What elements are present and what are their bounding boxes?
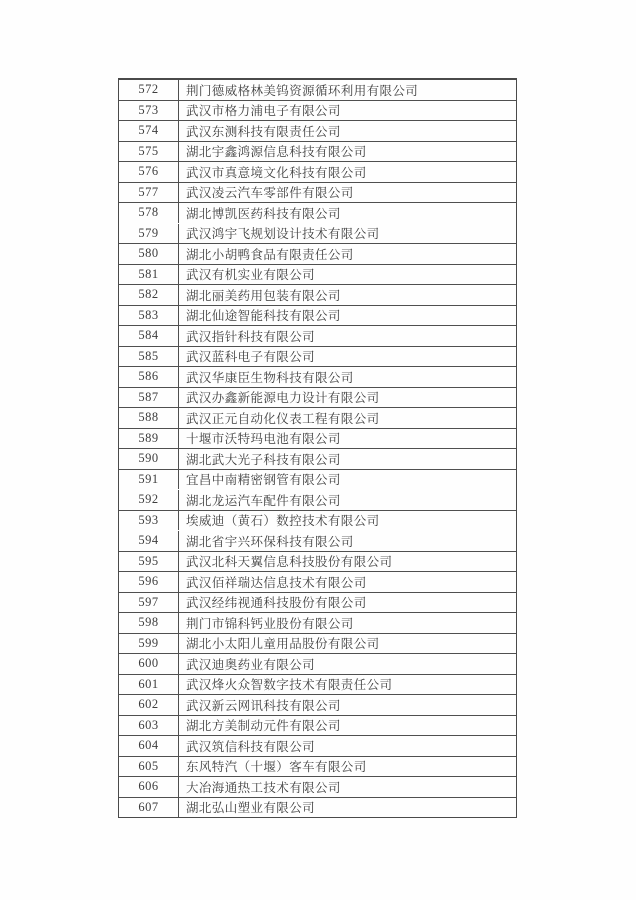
table-row: [119, 552, 516, 573]
table-row: [119, 757, 516, 778]
row-number: 586: [119, 367, 179, 387]
table-row: [119, 121, 516, 142]
company-name: 大冶海通热工技术有限公司: [186, 780, 341, 795]
table-row: [119, 777, 516, 798]
row-number: 584: [119, 326, 179, 346]
row-number: 582: [119, 285, 179, 305]
row-number: 580: [119, 244, 179, 264]
row-number: 579: [119, 224, 179, 244]
row-number: 589: [119, 429, 179, 449]
company-name: 武汉东测科技有限责任公司: [186, 124, 341, 139]
table-row: [119, 265, 516, 286]
row-number: 599: [119, 634, 179, 654]
company-name: 湖北小太阳儿童用品股份有限公司: [186, 637, 380, 652]
table-row: [119, 634, 516, 655]
company-name: 湖北龙运汽车配件有限公司: [186, 493, 341, 508]
company-name: 埃威迪（黄石）数控技术有限公司: [186, 514, 380, 529]
row-number: 590: [119, 449, 179, 469]
table-row: [119, 101, 516, 122]
row-number: 597: [119, 593, 179, 613]
company-name: 武汉鸿宇飞规划设计技术有限公司: [186, 227, 380, 242]
company-name: 武汉有机实业有限公司: [186, 268, 316, 283]
company-name: 湖北方美制动元件有限公司: [186, 719, 341, 734]
row-number: 607: [119, 798, 179, 818]
company-name: 武汉烽火众智数字技术有限责任公司: [186, 678, 393, 693]
row-number: 583: [119, 306, 179, 326]
company-name: 东风特汽（十堰）客车有限公司: [186, 760, 367, 775]
table-row: [119, 449, 516, 470]
row-number: 594: [119, 531, 179, 551]
company-name: 武汉市格力浦电子有限公司: [186, 104, 341, 119]
table-row: [119, 80, 516, 101]
table-row: [119, 531, 516, 552]
table-row: [119, 326, 516, 347]
table-row: [119, 162, 516, 183]
row-number: 577: [119, 183, 179, 203]
company-name: 湖北丽美药用包装有限公司: [186, 288, 341, 303]
table-row: [119, 285, 516, 306]
table-row: [119, 490, 516, 511]
table-row: [119, 244, 516, 265]
table-row: [119, 203, 516, 224]
row-number: 606: [119, 777, 179, 797]
table-row: [119, 695, 516, 716]
table-row: [119, 511, 516, 532]
table-row: [119, 716, 516, 737]
company-name: 武汉凌云汽车零部件有限公司: [186, 186, 354, 201]
company-name: 湖北仙途智能科技有限公司: [186, 309, 341, 324]
row-number: 588: [119, 408, 179, 428]
table-row: [119, 183, 516, 204]
row-number: 592: [119, 490, 179, 510]
table-row: [119, 306, 516, 327]
table-row: [119, 347, 516, 368]
row-number: 591: [119, 470, 179, 490]
row-number: 587: [119, 388, 179, 408]
company-name: 湖北武大光子科技有限公司: [186, 452, 341, 467]
table-row: [119, 470, 516, 491]
row-number: 572: [119, 80, 179, 100]
company-name: 宜昌中南精密钢管有限公司: [186, 473, 341, 488]
table-row: [119, 367, 516, 388]
company-name: 荆门德威格林美钨资源循环利用有限公司: [186, 83, 419, 98]
company-name: 湖北弘山塑业有限公司: [186, 801, 316, 816]
company-name: 武汉市真意境文化科技有限公司: [186, 165, 367, 180]
table-row: [119, 798, 516, 818]
table-row: [119, 593, 516, 614]
row-number: 574: [119, 121, 179, 141]
table-row: [119, 675, 516, 696]
company-table: [118, 78, 517, 818]
table-row: [119, 613, 516, 634]
row-number: 605: [119, 757, 179, 777]
company-name: 武汉经纬视通科技股份有限公司: [186, 596, 367, 611]
row-number: 581: [119, 265, 179, 285]
row-number: 585: [119, 347, 179, 367]
row-number: 578: [119, 203, 179, 223]
row-number: 598: [119, 613, 179, 633]
row-number: 576: [119, 162, 179, 182]
company-name: 湖北博凯医药科技有限公司: [186, 206, 341, 221]
row-number: 593: [119, 511, 179, 531]
table-row: [119, 224, 516, 245]
company-name: 湖北省宇兴环保科技有限公司: [186, 534, 354, 549]
company-name: 湖北小胡鸭食品有限责任公司: [186, 247, 354, 262]
row-number: 596: [119, 572, 179, 592]
company-name: 武汉北科天翼信息科技股份有限公司: [186, 555, 393, 570]
company-name: 武汉华康臣生物科技有限公司: [186, 370, 354, 385]
company-name: 武汉正元自动化仪表工程有限公司: [186, 411, 380, 426]
company-name: 武汉迪奥药业有限公司: [186, 657, 316, 672]
company-name: 武汉佰祥瑞达信息技术有限公司: [186, 575, 367, 590]
company-name: 十堰市沃特玛电池有限公司: [186, 432, 341, 447]
table-row: [119, 142, 516, 163]
row-number: 602: [119, 695, 179, 715]
company-name: 武汉蓝科电子有限公司: [186, 350, 316, 365]
table-row: [119, 429, 516, 450]
company-name: 武汉办鑫新能源电力设计有限公司: [186, 391, 380, 406]
table-row: [119, 736, 516, 757]
row-number: 573: [119, 101, 179, 121]
table-row: [119, 654, 516, 675]
company-name: 武汉新云网讯科技有限公司: [186, 698, 341, 713]
table-row: [119, 572, 516, 593]
row-number: 595: [119, 552, 179, 572]
row-number: 575: [119, 142, 179, 162]
company-name: 湖北宇鑫鸿源信息科技有限公司: [186, 145, 367, 160]
table-row: [119, 408, 516, 429]
row-number: 601: [119, 675, 179, 695]
row-number: 603: [119, 716, 179, 736]
table-row: [119, 388, 516, 409]
company-name: 荆门市锦科钙业股份有限公司: [186, 616, 354, 631]
row-number: 604: [119, 736, 179, 756]
row-number: 600: [119, 654, 179, 674]
company-name: 武汉指针科技有限公司: [186, 329, 316, 344]
company-name: 武汉筑信科技有限公司: [186, 739, 316, 754]
